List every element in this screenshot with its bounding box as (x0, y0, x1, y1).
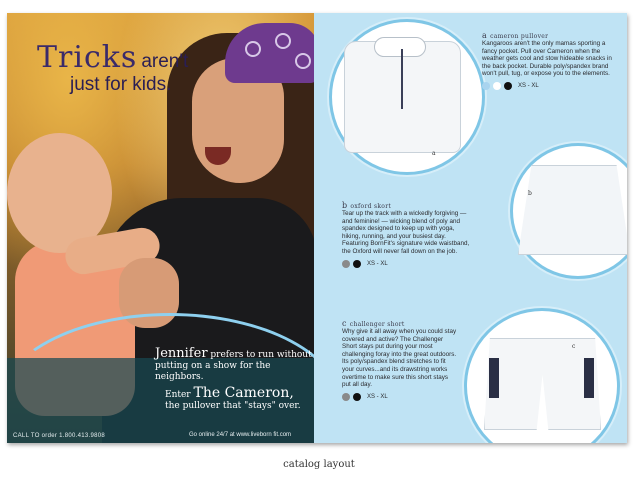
product-a-title: a cameron pullover (482, 31, 549, 40)
pullover-zipper (401, 49, 403, 109)
purple-headscarf (225, 23, 314, 83)
shorts-side-panel-left (489, 358, 499, 398)
image-caption: catalog layout (283, 459, 355, 470)
product-b-sizes: XS - XL (367, 260, 388, 267)
product-block-a (482, 31, 617, 90)
product-block-b (342, 201, 502, 268)
product-b-description: Tear up the track with a wickedly forgiving — and feminine! — wicking blend of poly and spandex designed to keep up with yoga, hiking, running, and your busiest day. Featuring BornFit's signature wide waistband, the Oxford will never fall down on the job. (342, 210, 470, 255)
product-b-swatches (342, 260, 502, 268)
product-page (314, 13, 627, 443)
product-block-c (342, 319, 472, 401)
promo-copy (155, 348, 314, 412)
product-c-description: Why give it all away when you could stay covered and active? The Challenger Short stays put during your most challenging foray into the great outdoors. Its poly/spandex blend stretches to fit your curves...and its drawstring works overtime to make sure this short stays put all day. (342, 328, 457, 389)
promo-line1: prefers to run without putting on a show for the neighbors. (155, 350, 312, 382)
shorts-side-panel-right (584, 358, 594, 398)
promo-product: The Cameron, (193, 385, 294, 401)
color-swatch[interactable] (482, 82, 490, 90)
color-swatch[interactable] (342, 393, 350, 401)
color-swatch[interactable] (493, 82, 501, 90)
image-tag-a: a (432, 150, 436, 157)
product-a-swatches (482, 82, 617, 90)
product-c-swatches (342, 393, 472, 401)
catalog-spread (7, 13, 627, 443)
color-swatch[interactable] (342, 260, 350, 268)
product-c-sizes: XS - XL (367, 393, 388, 400)
pullover-collar (374, 37, 426, 57)
headline-big: Tricks (37, 40, 138, 75)
headline-line2: just for kids. (70, 74, 172, 95)
image-tag-c: c (572, 343, 576, 350)
product-c-title: c challenger short (342, 319, 405, 328)
website-text: Go online 24/7 at www.liveborn fit.com (189, 432, 292, 438)
promo-enter: Enter (165, 390, 191, 400)
promo-line2: the pullover that "stays" over. (165, 401, 301, 411)
product-a-description: Kangaroos aren't the only mamas sporting a fancy pocket. Pull over Cameron when the weather gets cool and stow hideable snacks in the back pocket. Durable poly/spandex brand won't pull, tug, or expose you to the elements. (482, 40, 612, 78)
product-a-sizes: XS - XL (518, 82, 539, 89)
promo-name: Jennifer (155, 346, 208, 361)
color-swatch[interactable] (504, 82, 512, 90)
color-swatch[interactable] (353, 260, 361, 268)
oxford-skort-image (518, 165, 627, 255)
lifestyle-photo-page (7, 13, 314, 443)
page-headline (37, 40, 189, 95)
image-tag-b: b (528, 190, 532, 197)
color-swatch[interactable] (353, 393, 361, 401)
phone-order-text: CALL TO order 1.800.413.9808 (13, 433, 106, 439)
product-b-title: b oxford skort (342, 201, 392, 210)
headline-rest: aren't (141, 51, 189, 72)
